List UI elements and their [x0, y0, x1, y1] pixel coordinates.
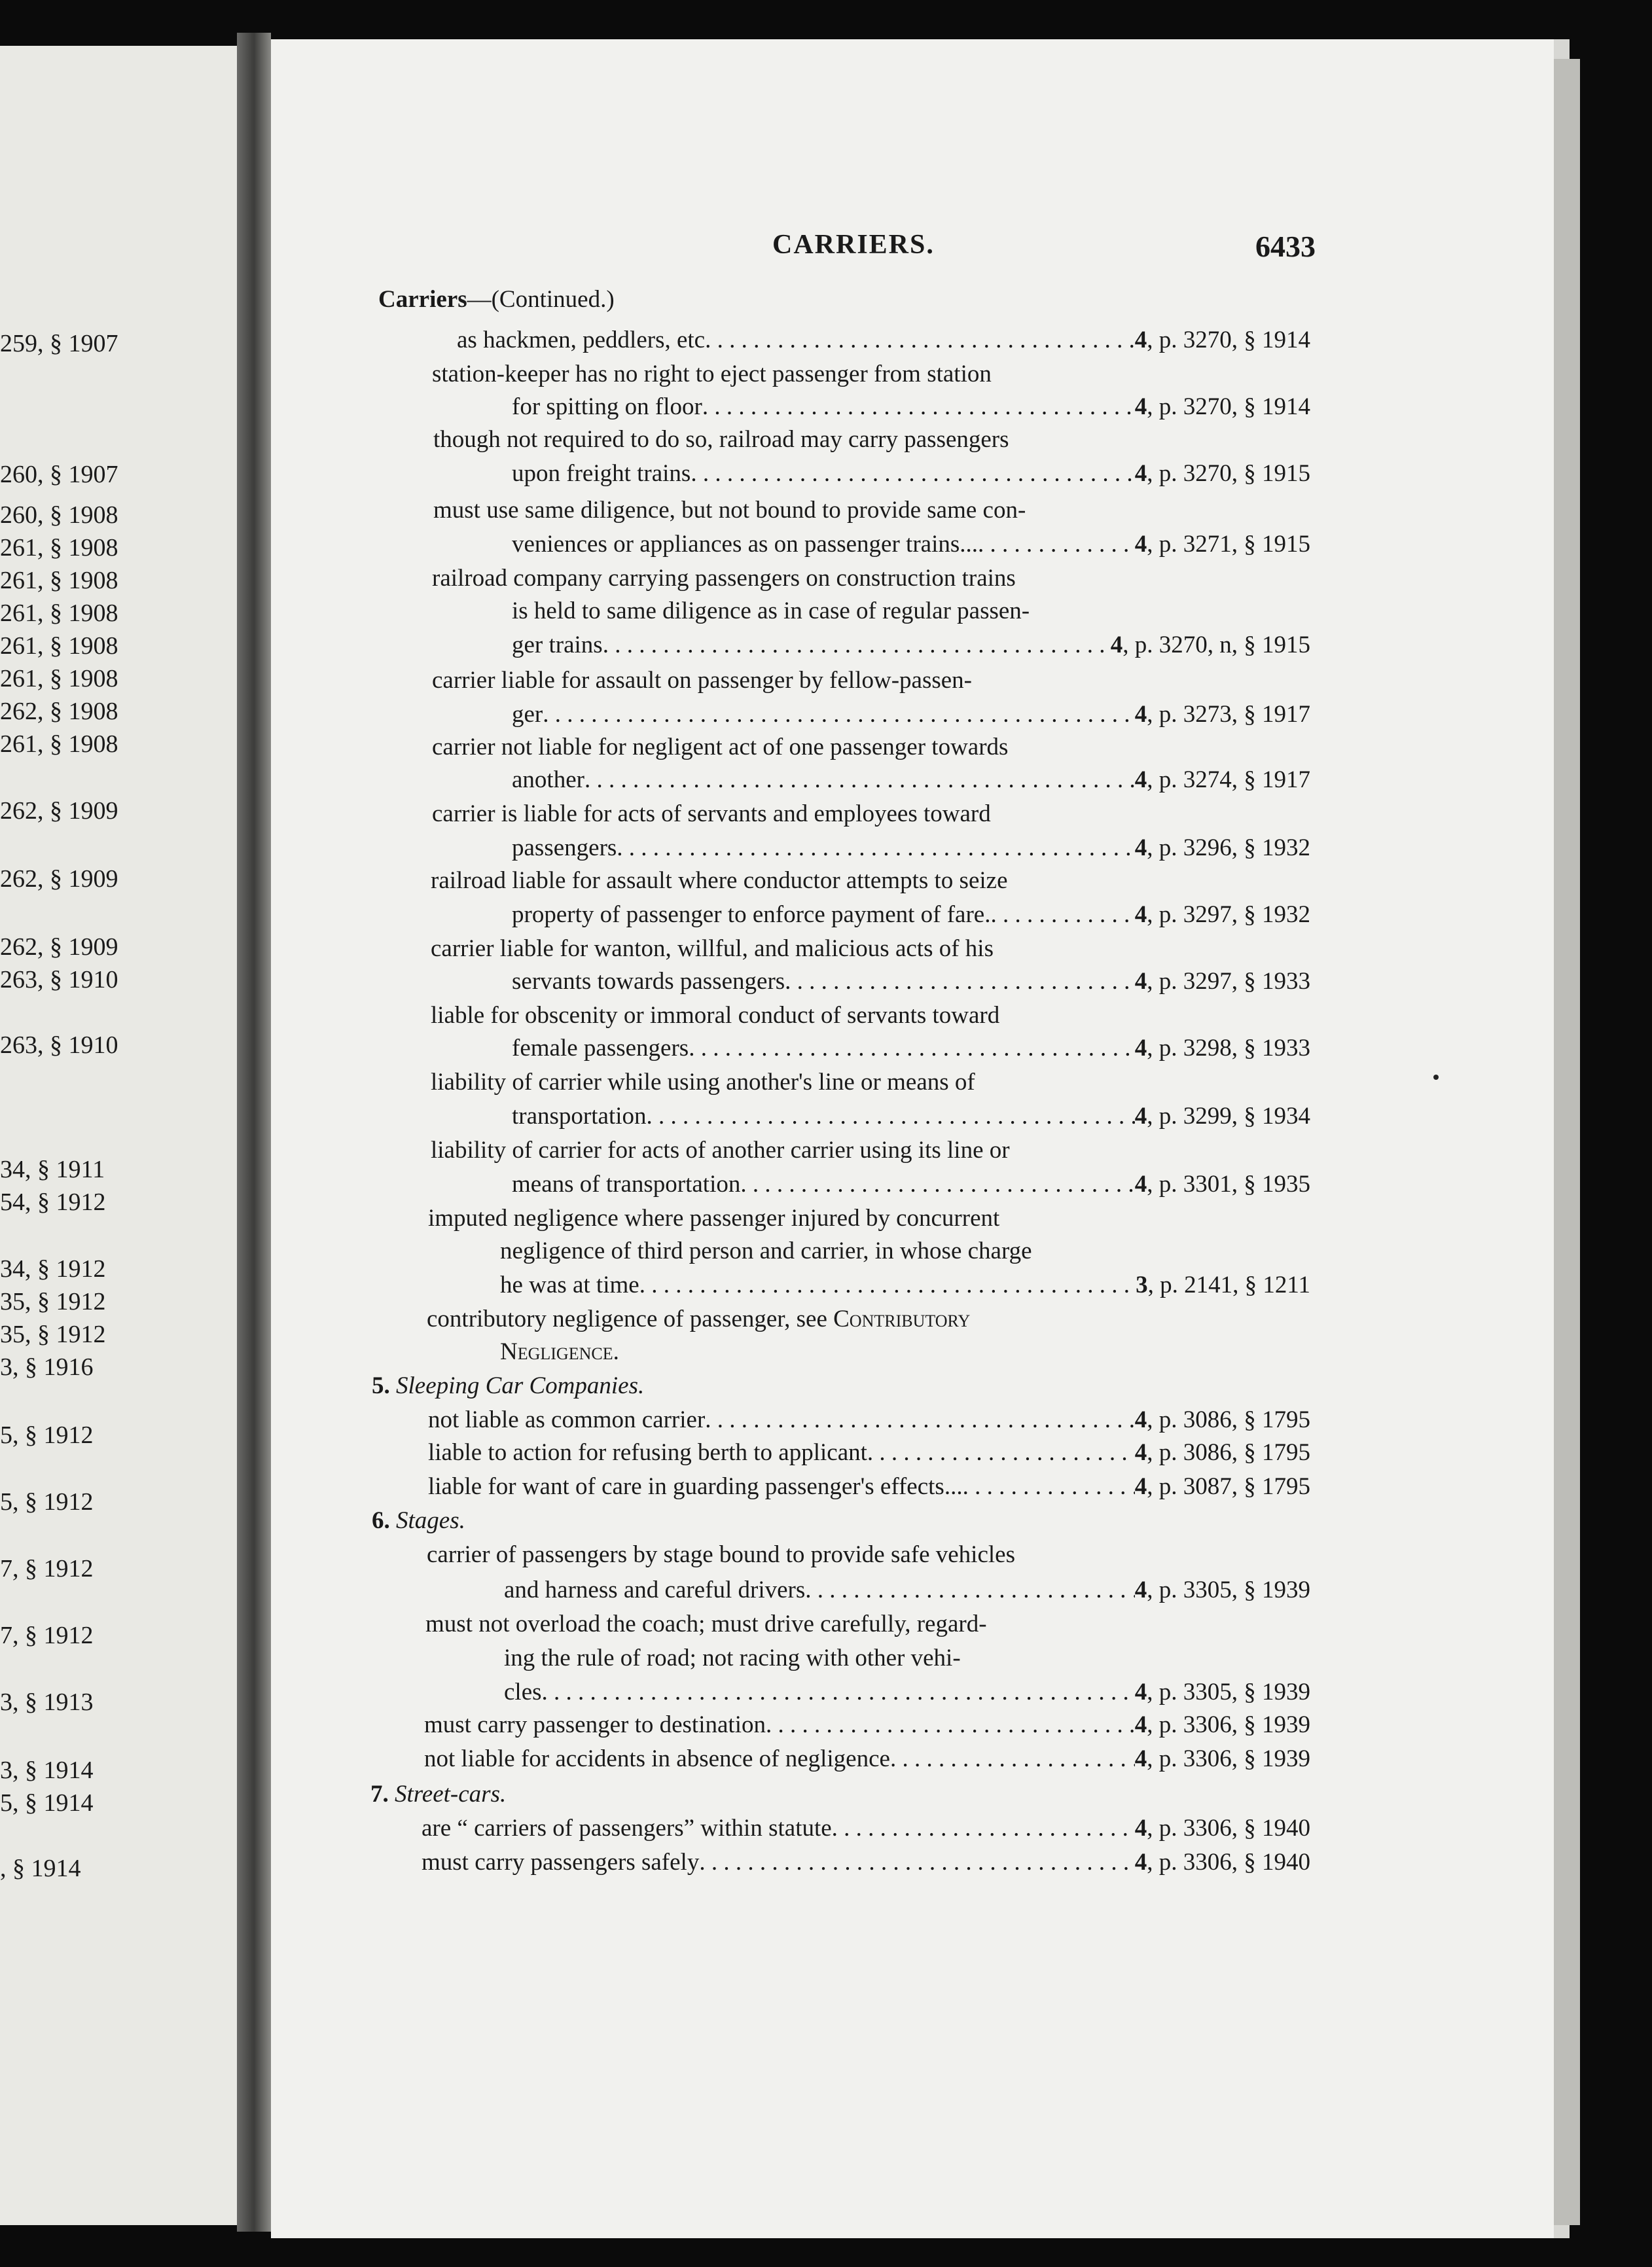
- subsection-heading: [370, 1777, 506, 1812]
- left-entry: 262, § 1908: [0, 698, 118, 725]
- index-entry: [422, 1812, 1310, 1846]
- index-entry: [512, 628, 1310, 662]
- index-entry: [512, 763, 1310, 797]
- entry-reference: , p. 3086, § 1795: [1147, 1439, 1310, 1466]
- leader-dots: [691, 457, 1134, 491]
- entry-text: contributory negligence of passenger, see: [427, 1306, 827, 1332]
- leader-dots: [990, 898, 1134, 932]
- leader-dots: [832, 1812, 1135, 1846]
- left-entry: 5, § 1914: [0, 1789, 94, 1817]
- left-entry: 262, § 1909: [0, 933, 118, 961]
- entry-reference: , p. 3296, § 1932: [1147, 834, 1310, 861]
- entry-volume: 4: [1134, 1035, 1147, 1062]
- subsection-number: 5.: [372, 1372, 390, 1399]
- entry-text: upon freight trains: [512, 460, 691, 487]
- entry-volume: 4: [1134, 1815, 1147, 1842]
- index-entry: [424, 1742, 1310, 1776]
- leader-dots: [699, 1846, 1134, 1880]
- entry-text: means of transportation: [512, 1171, 741, 1198]
- entry-reference: , p. 3301, § 1935: [1147, 1171, 1310, 1198]
- entry-reference: , p. 3306, § 1939: [1147, 1745, 1310, 1772]
- entry-volume: 4: [1134, 901, 1147, 928]
- leader-dots: [963, 1470, 1135, 1504]
- left-entry: 3, § 1916: [0, 1353, 94, 1381]
- entry-reference: , p. 3273, § 1917: [1147, 701, 1310, 728]
- running-head: CARRIERS.: [772, 230, 935, 260]
- page-number: 6433: [1255, 230, 1316, 263]
- subsection-number: 6.: [372, 1507, 390, 1534]
- left-entry: 261, § 1908: [0, 599, 118, 627]
- entry-text: must carry passengers safely: [422, 1849, 700, 1876]
- subsection-title: Stages.: [396, 1507, 465, 1534]
- entry-reference: , p. 3270, § 1914: [1147, 393, 1310, 420]
- entry-line: though not required to do so, railroad may carry passengers: [433, 426, 1009, 453]
- leader-dots: [702, 390, 1135, 424]
- entry-reference: , p. 3305, § 1939: [1147, 1679, 1310, 1705]
- entry-volume: 4: [1110, 632, 1123, 658]
- left-entry: 54, § 1912: [0, 1188, 106, 1216]
- left-entry: 7, § 1912: [0, 1555, 94, 1582]
- entry-reference: , p. 3274, § 1917: [1147, 766, 1310, 793]
- leader-dots: [603, 628, 1111, 662]
- entry-text: another: [512, 766, 584, 793]
- subsection-heading: [372, 1504, 465, 1538]
- index-entry: [512, 1168, 1310, 1202]
- leader-dots: [617, 831, 1134, 865]
- left-entry: 261, § 1908: [0, 665, 118, 692]
- index-entry: [512, 457, 1310, 491]
- entry-volume: 4: [1134, 1171, 1147, 1198]
- entry-line: ing the rule of road; not racing with other vehi-: [504, 1645, 961, 1671]
- entry-volume: 4: [1134, 531, 1147, 558]
- ink-speck: [1433, 1075, 1439, 1080]
- entry-reference: , p. 3297, § 1932: [1147, 901, 1310, 928]
- left-entry: 34, § 1911: [0, 1156, 105, 1183]
- entry-line: carrier is liable for acts of servants and employees toward: [432, 800, 991, 827]
- entry-text: female passengers: [512, 1035, 689, 1062]
- entry-text: passengers: [512, 834, 617, 861]
- entry-volume: 4: [1134, 766, 1147, 793]
- entry-volume: 4: [1134, 1849, 1147, 1876]
- entry-line: negligence of third person and carrier, in whose charge: [500, 1238, 1032, 1264]
- entry-line: liability of carrier for acts of another carrier using its line or: [431, 1137, 1010, 1164]
- left-entry: 261, § 1908: [0, 632, 118, 660]
- index-entry: [512, 898, 1310, 932]
- entry-volume: 4: [1134, 701, 1147, 728]
- leader-dots: [805, 1573, 1135, 1607]
- index-entry: [512, 831, 1310, 865]
- left-entry: 3, § 1914: [0, 1757, 94, 1784]
- entry-text: for spitting on floor: [512, 393, 702, 420]
- entry-reference: , p. 3271, § 1915: [1147, 531, 1310, 558]
- leader-dots: [639, 1268, 1136, 1302]
- entry-reference: , p. 3087, § 1795: [1147, 1473, 1310, 1500]
- index-entry: [504, 1675, 1310, 1709]
- leader-dots: [689, 1031, 1135, 1065]
- index-entry: [500, 1268, 1310, 1302]
- page-edge-shadow: [1554, 59, 1580, 2225]
- entry-text: not liable as common carrier: [428, 1406, 706, 1433]
- entry-volume: 4: [1134, 1439, 1147, 1466]
- entry-reference: , p. 3306, § 1940: [1147, 1849, 1310, 1876]
- entry-text: cles: [504, 1679, 542, 1705]
- index-entry: [512, 527, 1310, 562]
- entry-volume: 4: [1134, 460, 1147, 487]
- entry-line: railroad liable for assault where conductor attempts to seize: [431, 867, 1008, 894]
- entry-volume: 4: [1134, 1473, 1147, 1500]
- index-entry: [422, 1846, 1310, 1880]
- cross-reference: Contributory: [833, 1306, 971, 1332]
- entry-reference: , p. 2141, § 1211: [1147, 1272, 1310, 1298]
- entry-text: he was at time: [500, 1272, 639, 1298]
- leader-dots: [647, 1099, 1135, 1134]
- entry-volume: 4: [1134, 393, 1147, 420]
- left-entry: , § 1914: [0, 1855, 81, 1882]
- subsection-title: Sleeping Car Companies.: [396, 1372, 645, 1399]
- left-entry: 263, § 1910: [0, 966, 118, 993]
- entry-line: carrier not liable for negligent act of one passenger towards: [432, 734, 1009, 760]
- index-entry: [512, 1099, 1310, 1134]
- index-entry: [504, 1573, 1310, 1607]
- entry-text: must carry passenger to destination: [424, 1711, 766, 1738]
- entry-reference: , p. 3306, § 1940: [1147, 1815, 1310, 1842]
- index-entry: [428, 1436, 1310, 1470]
- entry-reference: , p. 3086, § 1795: [1147, 1406, 1310, 1433]
- entry-text: ger: [512, 701, 543, 728]
- left-entry: 34, § 1912: [0, 1255, 106, 1283]
- entry-text: servants towards passengers: [512, 968, 785, 995]
- entry-reference: , p. 3270, § 1915: [1147, 460, 1310, 487]
- entry-line: carrier liable for assault on passenger by fellow-passen-: [432, 667, 972, 694]
- index-entry: [512, 965, 1310, 999]
- entry-reference: , p. 3306, § 1939: [1147, 1711, 1310, 1738]
- leader-dots: [543, 698, 1135, 732]
- left-entry: 7, § 1912: [0, 1622, 94, 1649]
- left-page: [0, 46, 237, 2225]
- left-entry: 3, § 1913: [0, 1688, 94, 1716]
- entry-text: property of passenger to enforce payment of fare.: [512, 901, 991, 928]
- leader-dots: [584, 763, 1135, 797]
- left-entry: 262, § 1909: [0, 797, 118, 825]
- entry-line: carrier liable for wanton, willful, and malicious acts of his: [431, 935, 994, 962]
- entry-text: as hackmen, peddlers, etc: [457, 327, 706, 353]
- left-entry: 261, § 1908: [0, 730, 118, 758]
- left-entry: 261, § 1908: [0, 534, 118, 562]
- index-entry: [428, 1403, 1310, 1437]
- subsection-title: Street-cars.: [395, 1781, 507, 1808]
- entry-volume: 4: [1134, 834, 1147, 861]
- left-entry: 35, § 1912: [0, 1288, 106, 1315]
- left-entry: 5, § 1912: [0, 1421, 94, 1449]
- entry-line: liability of carrier while using another's line or means of: [431, 1069, 975, 1096]
- entry-reference: , p. 3270, § 1914: [1147, 327, 1310, 353]
- entry-reference: , p. 3305, § 1939: [1147, 1577, 1310, 1603]
- entry-volume: 4: [1134, 1711, 1147, 1738]
- leader-dots: [890, 1742, 1135, 1776]
- entry-line: carrier of passengers by stage bound to provide safe vehicles: [427, 1541, 1015, 1568]
- leader-dots: [740, 1168, 1134, 1202]
- left-entry: 5, § 1912: [0, 1488, 94, 1516]
- entry-text: not liable for accidents in absence of negligence: [424, 1745, 890, 1772]
- cross-reference: Negligence.: [500, 1338, 619, 1365]
- entry-volume: 3: [1136, 1272, 1148, 1298]
- entry-line: station-keeper has no right to eject passenger from station: [432, 361, 992, 387]
- entry-line: railroad company carrying passengers on construction trains: [432, 565, 1016, 592]
- entry-reference: , p. 3297, § 1933: [1147, 968, 1310, 995]
- leader-dots: [867, 1436, 1135, 1470]
- entry-volume: 4: [1134, 327, 1147, 353]
- index-entry: [457, 323, 1310, 357]
- entry-text: veniences or appliances as on passenger trains...: [512, 531, 978, 558]
- leader-dots: [542, 1675, 1135, 1709]
- index-entry: [512, 1031, 1310, 1065]
- entry-line: must use same diligence, but not bound to provide same con-: [433, 497, 1026, 524]
- section-continued: —(Continued.): [467, 286, 615, 313]
- entry-line: is held to same diligence as in case of regular passen-: [512, 598, 1030, 624]
- leader-dots: [766, 1708, 1135, 1742]
- entry-text: ger trains: [512, 632, 603, 658]
- entry-line: [427, 1302, 970, 1336]
- entry-text: liable to action for refusing berth to applicant: [428, 1439, 867, 1466]
- entry-line: imputed negligence where passenger injured by concurrent: [428, 1205, 1000, 1232]
- entry-text: and harness and careful drivers: [504, 1577, 806, 1603]
- entry-volume: 4: [1134, 1679, 1147, 1705]
- entry-text: liable for want of care in guarding passenger's effects...: [428, 1473, 963, 1500]
- index-entry: [512, 390, 1310, 424]
- leader-dots: [705, 323, 1135, 357]
- entry-reference: , p. 3270, n, § 1915: [1122, 632, 1310, 658]
- entry-line: [500, 1335, 619, 1369]
- left-entry: 260, § 1908: [0, 501, 118, 529]
- left-entry: 259, § 1907: [0, 330, 118, 357]
- index-entry: [512, 698, 1310, 732]
- left-entry: 260, § 1907: [0, 461, 118, 488]
- section-heading: [378, 283, 615, 317]
- index-entry: [428, 1470, 1310, 1504]
- entry-reference: , p. 3299, § 1934: [1147, 1103, 1310, 1130]
- left-entry: 35, § 1912: [0, 1321, 106, 1348]
- section-title: Carriers: [378, 286, 467, 313]
- entry-reference: , p. 3298, § 1933: [1147, 1035, 1310, 1062]
- subsection-number: 7.: [370, 1781, 389, 1808]
- left-entry: 261, § 1908: [0, 567, 118, 594]
- entry-volume: 4: [1134, 1745, 1147, 1772]
- leader-dots: [978, 527, 1135, 562]
- left-entry: 263, § 1910: [0, 1031, 118, 1059]
- entry-text: transportation: [512, 1103, 647, 1130]
- entry-line: liable for obscenity or immoral conduct of servants toward: [431, 1002, 1000, 1029]
- entry-volume: 4: [1134, 968, 1147, 995]
- book-gutter: [237, 33, 271, 2232]
- leader-dots: [785, 965, 1135, 999]
- entry-line: must not overload the coach; must drive carefully, regard-: [425, 1611, 987, 1637]
- index-entry: [424, 1708, 1310, 1742]
- entry-volume: 4: [1134, 1103, 1147, 1130]
- left-entry: 262, § 1909: [0, 865, 118, 893]
- leader-dots: [705, 1403, 1134, 1437]
- subsection-heading: [372, 1369, 644, 1403]
- entry-volume: 4: [1134, 1577, 1147, 1603]
- entry-volume: 4: [1134, 1406, 1147, 1433]
- entry-text: are “ carriers of passengers” within statute: [422, 1815, 832, 1842]
